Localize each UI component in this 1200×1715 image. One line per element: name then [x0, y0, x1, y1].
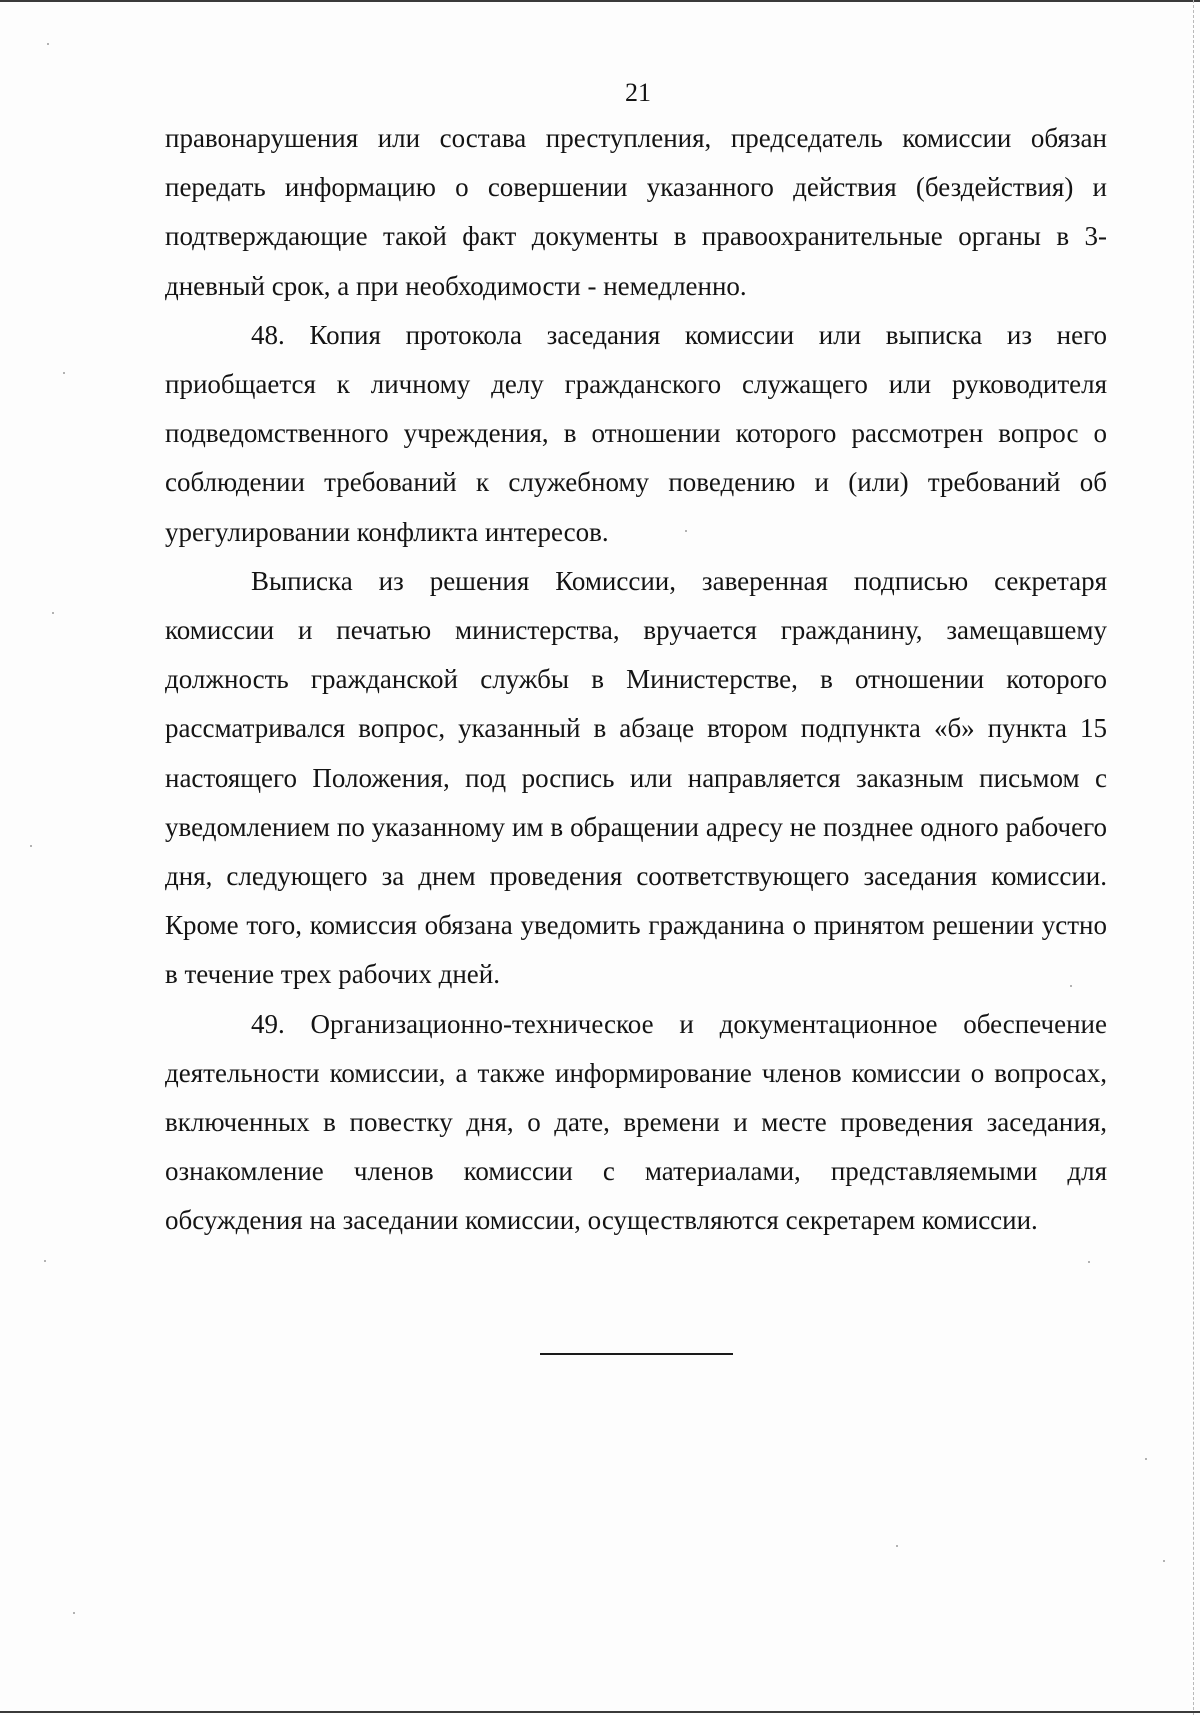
- scan-speck: [685, 530, 687, 532]
- paragraph-item-48: 48. Копия протокола заседания комиссии или выписка из него приобщается к личному делу гражданского служащего или руководителя подведомственного учреждения, в отношении которого рассмотрен вопрос о соблюдении требований к служебному поведению и (или) требований об урегулировании конфликта интересов.: [165, 319, 1107, 547]
- scan-top-border: [0, 0, 1200, 2]
- scan-speck: [52, 612, 54, 614]
- page-number: 21: [625, 78, 651, 107]
- scan-speck: [1163, 1560, 1165, 1562]
- scan-speck: [1088, 1261, 1090, 1263]
- paragraph-continuation: правонарушения или состава преступления, председатель комиссии обязан передать информацию о совершении указанного действия (бездействия) и подтверждающие такой факт документы в правоохранительные органы в 3-дневный срок, а при необходимости - немедленно.: [165, 123, 1107, 301]
- document-body: [165, 114, 1107, 1246]
- scan-right-edge: [1193, 0, 1195, 1715]
- scan-speck: [30, 845, 32, 847]
- scan-bottom-border: [0, 1711, 1200, 1713]
- paragraph-item-49: 49. Организационно-техническое и документационное обеспечение деятельности комиссии, а также информирование членов комиссии о вопросах, включенных в повестку дня, о дате, времени и месте проведения заседания, ознакомление членов комиссии с материалами, представляемыми для обсуждения на заседании комиссии, осуществляются секретарем комиссии.: [165, 1008, 1107, 1236]
- scan-speck: [63, 372, 65, 374]
- scan-speck: [47, 43, 49, 45]
- scan-speck: [896, 1545, 898, 1547]
- paragraph-extract-decision: Выписка из решения Комиссии, заверенная подписью секретаря комиссии и печатью министерства, вручается гражданину, замещавшему должность гражданской службы в Министерстве, в отношении которого рассматривался вопрос, указанный в абзаце втором подпункта «б» пункта 15 настоящего Положения, под роспись или направляется заказным письмом с уведомлением по указанному им в обращении адресу не позднее одного рабочего дня, следующего за днем проведения соответствующего заседания комиссии. Кроме того, комиссия обязана уведомить гражданина о принятом решении устно в течение трех рабочих дней.: [165, 565, 1107, 990]
- scan-speck: [44, 1260, 46, 1262]
- scan-speck: [1070, 985, 1072, 987]
- scan-speck: [73, 1612, 75, 1614]
- scan-speck: [1145, 1458, 1147, 1460]
- end-of-document-rule: [540, 1353, 733, 1355]
